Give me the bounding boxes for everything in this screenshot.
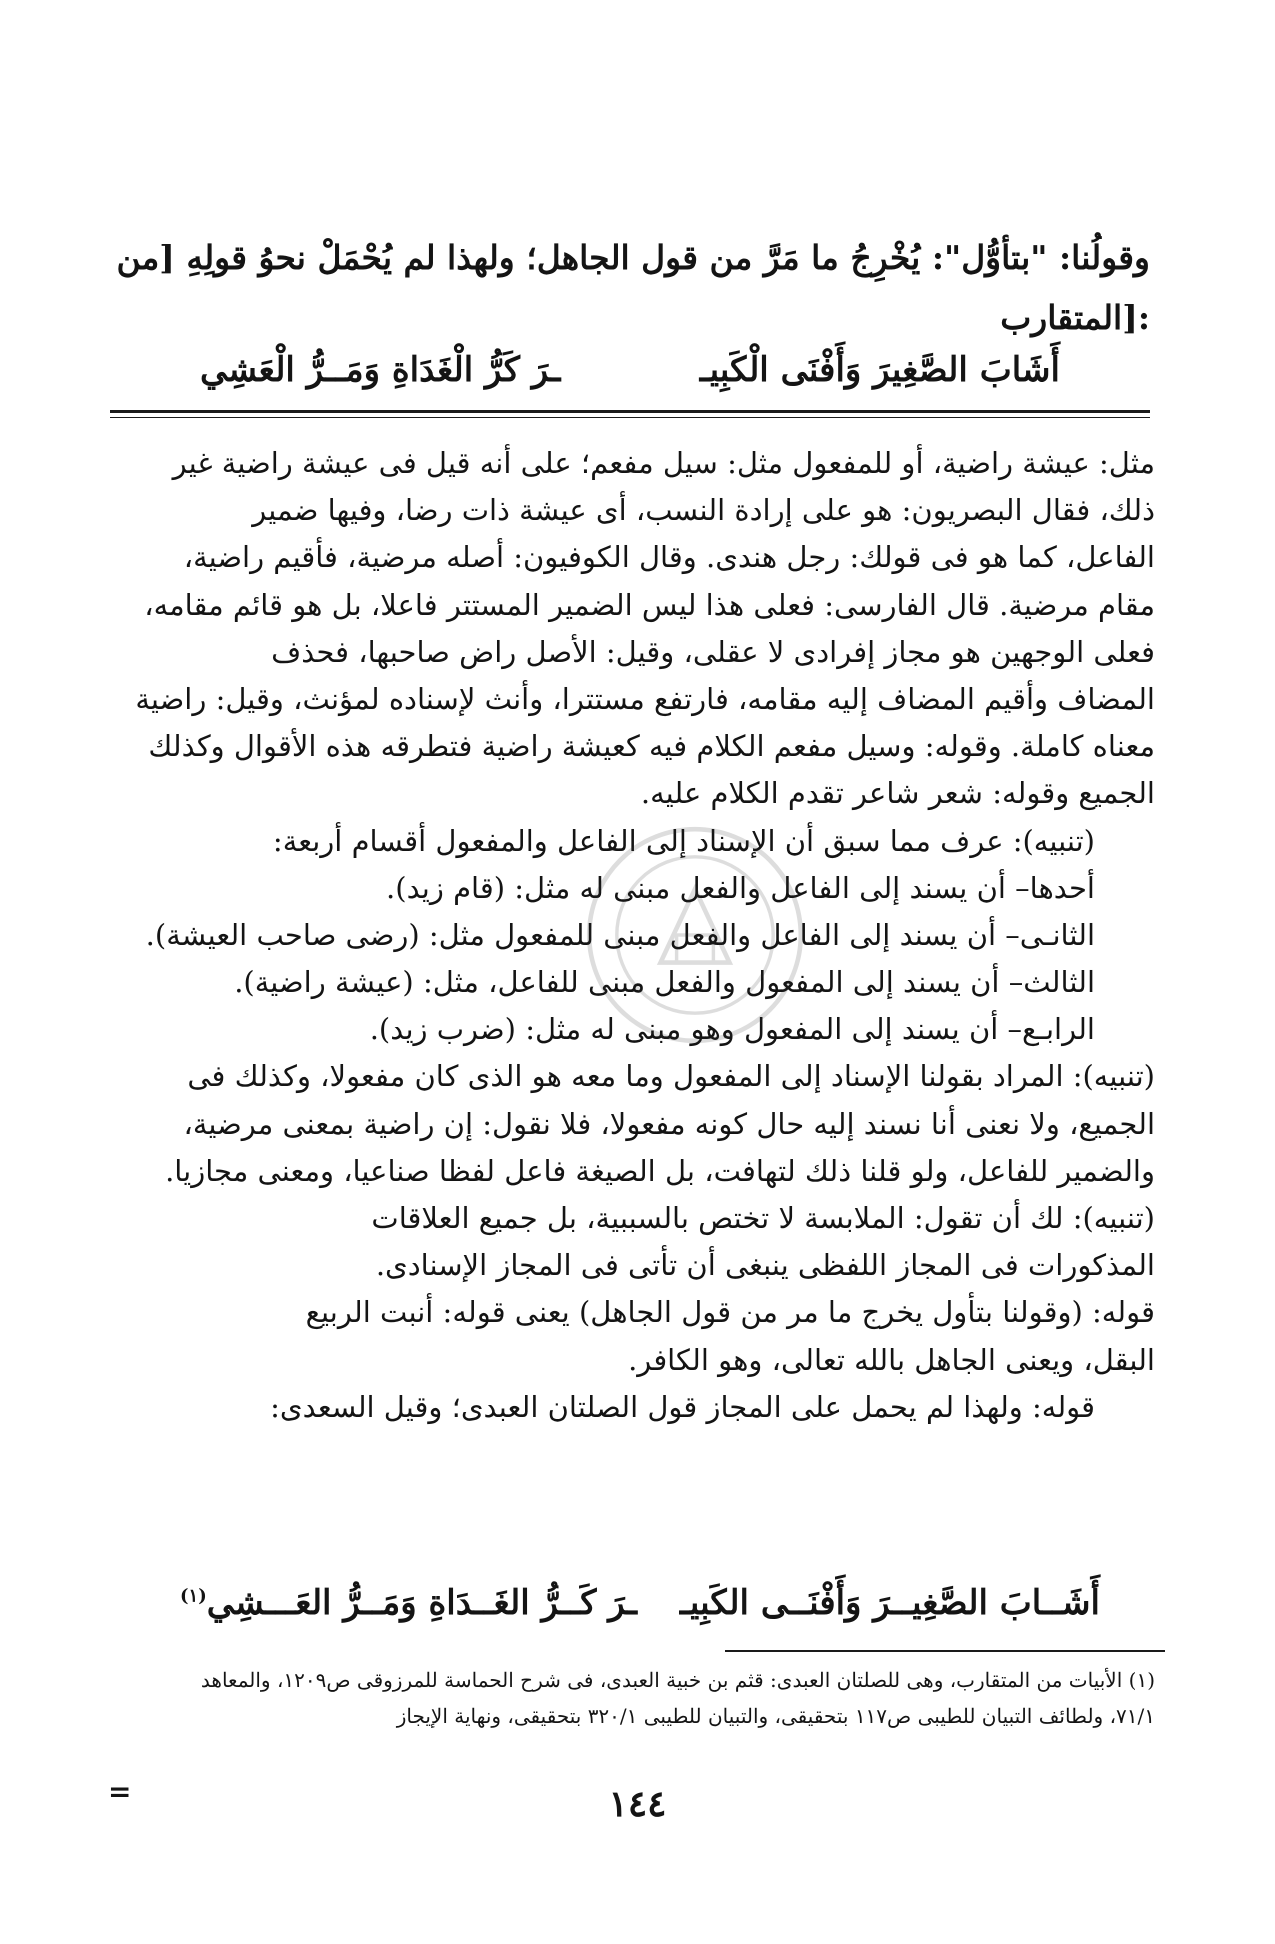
footnote-reference: (١) — [180, 1585, 207, 1607]
separator-rule — [110, 410, 1150, 413]
footnote-rule — [725, 1650, 1165, 1652]
main-line: وقولُنا: "بتأوُّل": يُخْرِجُ ما مَرَّ من قول الجاهل؛ ولهذا لم يُحْمَلْ نحوُ قولِهِ [من — [116, 238, 1150, 277]
main-text — [110, 228, 1150, 348]
commentary-line: ذلك، فقال البصريون: هو على إرادة النسب، أى عيشة ذات رضا، وفيها ضمير — [252, 493, 1155, 528]
commentary-line: معناه كاملة. وقوله: وسيل مفعم الكلام فيه كعيشة راضية فتطرقه هذه الأقوال وكذلك — [148, 729, 1155, 764]
commentary-line: فعلى الوجهين هو مجاز إفرادى لا عقلى، وقيل: الأصل راض صاحبها، فحذف — [271, 634, 1155, 669]
continuation-mark: = — [108, 1775, 132, 1808]
verse-hemistich-second: ـرَ كَــرُّ الغَــدَاةِ وَمَــرُّ العَـــشِي — [206, 1583, 637, 1623]
commentary-line: البقل، ويعنى الجاهل بالله تعالى، وهو الكافر. — [628, 1342, 1155, 1377]
commentary-verse — [180, 1583, 1100, 1633]
commentary-line: قوله: ولهذا لم يحمل على المجاز قول الصلتان العبدى؛ وقيل السعدى: — [270, 1389, 1095, 1424]
commentary-line: قوله: (وقولنا بتأول يخرج ما مر من قول الجاهل) يعنى قوله: أنبت الربيع — [305, 1295, 1155, 1330]
commentary-line: مقام مرضية. قال الفارسى: فعلى هذا ليس الضمير المستتر فاعلا، بل هو قائم مقامه، — [144, 587, 1155, 622]
commentary-line: الجميع وقوله: شعر شاعر تقدم الكلام عليه. — [640, 776, 1155, 811]
commentary-line: (تنبيه): المراد بقولنا الإسناد إلى المفعول وما معه هو الذى كان مفعولا، وكذلك فى — [187, 1059, 1155, 1094]
page-number: ١٤٤ — [608, 1783, 667, 1825]
footnote-line: ٧١/١، ولطائف التبيان للطيبى ص١١٧ بتحقيقى، والتبيان للطيبى ٣٢٠/١ بتحقيقى، ونهاية الإيجاز — [396, 1704, 1155, 1728]
verse-hemistich-first: أَشَابَ الصَّغِيرَ وَأَفْنَى الْكَبِيـ — [699, 350, 1060, 390]
commentary-line: أحدها– أن يسند إلى الفاعل والفعل مبنى له مثل: (قام زيد). — [386, 870, 1095, 905]
commentary-line: (تنبيه): عرف مما سبق أن الإسناد إلى الفاعل والمفعول أقسام أربعة: — [272, 823, 1095, 858]
commentary-line: المذكورات فى المجاز اللفظى ينبغى أن تأتى فى المجاز الإسنادى. — [375, 1248, 1155, 1283]
commentary-line: الرابـع– أن يسند إلى المفعول وهو مبنى له مثل: (ضرب زيد). — [369, 1012, 1095, 1047]
commentary-line: والضمير للفاعل، ولو قلنا ذلك لتهافت، بل الصيغة فاعل لفظا صناعيا، ومعنى مجازيا. — [165, 1153, 1155, 1188]
main-line: المتقارب]: — [1000, 298, 1150, 337]
main-verse — [200, 350, 1060, 400]
commentary-line: الجميع، ولا نعنى أنا نسند إليه حال كونه مفعولا، فلا نقول: إن راضية بمعنى مرضية، — [183, 1106, 1155, 1141]
verse-hemistich-second-group — [180, 1583, 637, 1623]
commentary-line: الثالث– أن يسند إلى المفعول والفعل مبنى للفاعل، مثل: (عيشة راضية). — [234, 965, 1095, 1000]
commentary-line: الفاعل، كما هو فى قولك: رجل هندى. وقال الكوفيون: أصله مرضية، فأقيم راضية، — [183, 540, 1155, 575]
footnotes — [110, 1662, 1155, 1734]
verse-hemistich-first: أَشَــابَ الصَّغِيــرَ وَأَفْنَــى الكَبِيـ — [679, 1583, 1100, 1623]
library-seal-watermark — [580, 820, 810, 1050]
footnote-line: (١) الأبيات من المتقارب، وهى للصلتان العبدى: قثم بن خبية العبدى، فى شرح الحماسة للمرزوقى ص١٢٠٩، والمعاهد — [200, 1668, 1155, 1692]
commentary-line: المضاف وأقيم المضاف إليه مقامه، فارتفع مستترا، وأنث لإسناده لمؤنث، وقيل: راضية — [135, 681, 1155, 716]
verse-hemistich-second: ـرَ كَرُّ الْغَدَاةِ وَمَــرُّ الْعَشِي — [200, 350, 561, 390]
commentary-line: الثانـى– أن يسند إلى الفاعل والفعل مبنى للمفعول مثل: (رضى صاحب العيشة). — [145, 917, 1095, 952]
commentary-line: (تنبيه): لك أن تقول: الملابسة لا تختص بالسببية، بل جميع العلاقات — [371, 1201, 1155, 1235]
commentary-line: مثل: عيشة راضية، أو للمفعول مثل: سيل مفعم؛ على أنه قيل فى عيشة راضية غير — [172, 446, 1155, 480]
separator-rule-thin — [110, 417, 1150, 418]
